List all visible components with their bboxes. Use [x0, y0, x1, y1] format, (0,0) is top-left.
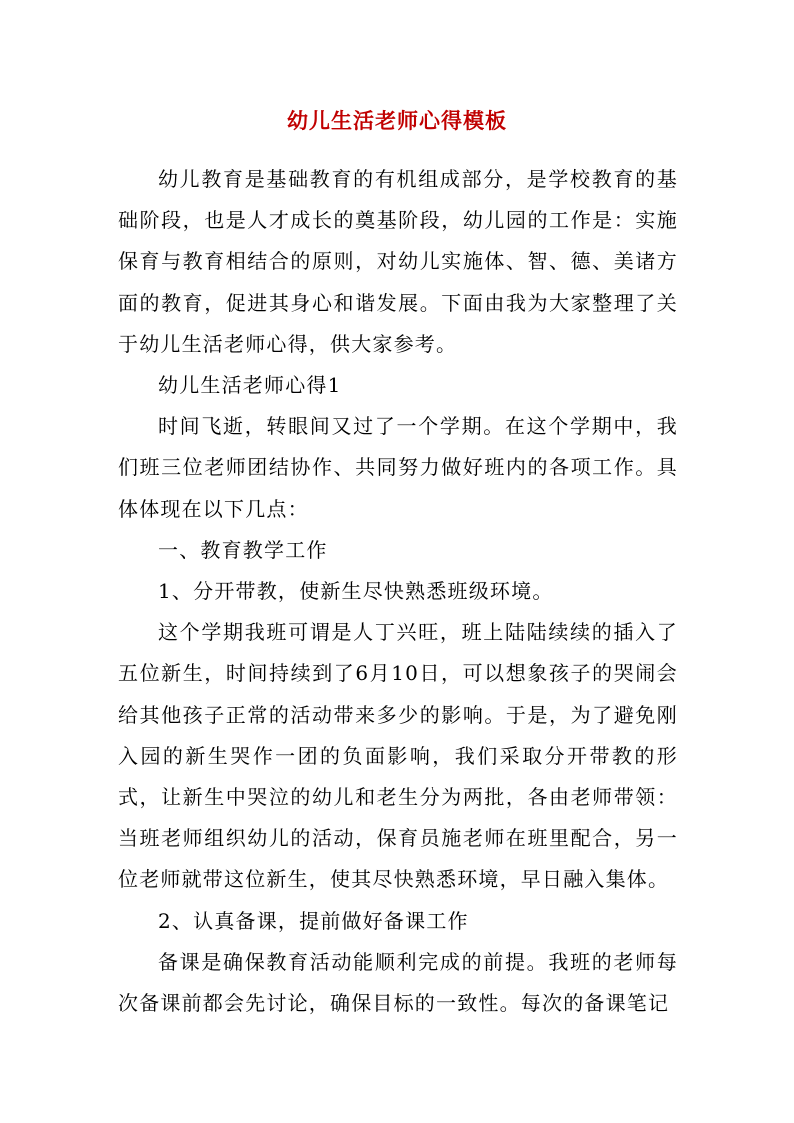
- paragraph-new-students: 这个学期我班可谓是人丁兴旺，班上陆陆续续的插入了五位新生，时间持续到了6月10日，可以想象孩子的哭闹会给其他孩子正常的活动带来多少的影响。于是，为了避免刚入园的新生哭作一团的负面影响，我们采取分开带教的形式，让新生中哭泣的幼儿和老生分为两批，各由老师带领：当班老师组织幼儿的活动，保育员施老师在班里配合，另一位老师就带这位新生，使其尽快熟悉环境，早日融入集体。: [118, 620, 678, 892]
- subheading-2: 2、认真备课，提前做好备课工作: [158, 908, 469, 933]
- paragraph-intro: 幼儿教育是基础教育的有机组成部分，是学校教育的基础阶段，也是人才成长的奠基阶段，幼儿园的工作是：实施保育与教育相结合的原则，对幼儿实施体、智、德、美诸方面的教育，促进其身心和谐发展。下面由我为大家整理了关于幼儿生活老师心得，供大家参考。: [118, 167, 678, 356]
- paragraph-lesson-prep: 备课是确保教育活动能顺利完成的前提。我班的老师每次备课前都会先讨论，确保目标的一致性。每次的备课笔记: [118, 949, 678, 1016]
- subheading-1: 1、分开带教，使新生尽快熟悉班级环境。: [158, 579, 554, 604]
- document-body: [118, 159, 678, 1024]
- section-heading-1: 幼儿生活老师心得1: [158, 373, 342, 398]
- paragraph-overview: 时间飞逝，转眼间又过了一个学期。在这个学期中，我们班三位老师团结协作、共同努力做好班内的各项工作。具体体现在以下几点：: [118, 414, 678, 521]
- document-title: 幼儿生活老师心得模板: [287, 108, 507, 133]
- section-heading-teaching: 一、教育教学工作: [158, 537, 328, 562]
